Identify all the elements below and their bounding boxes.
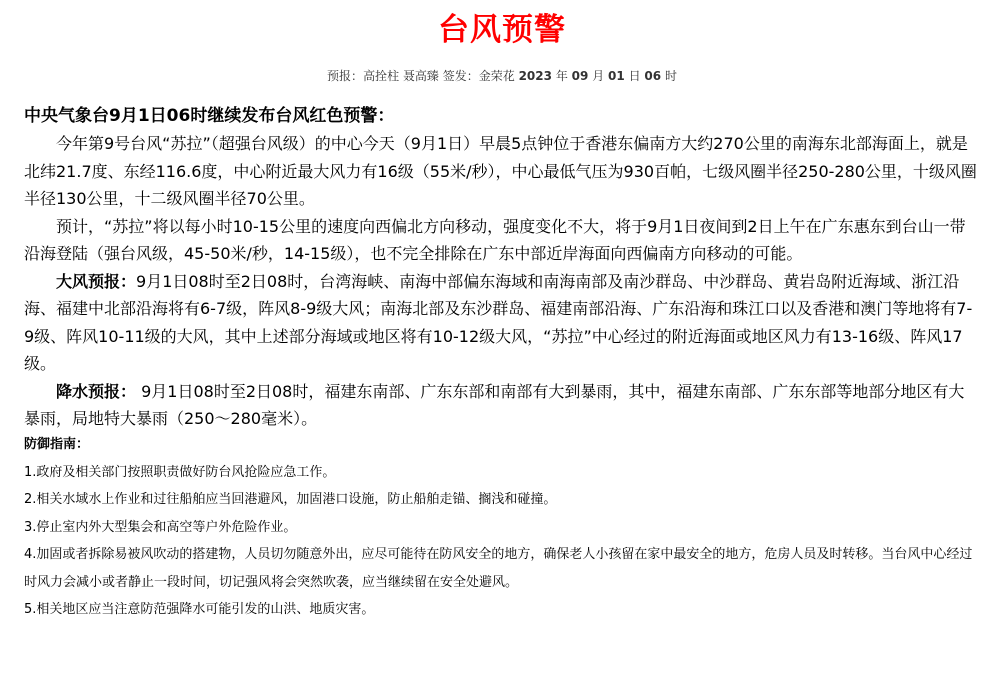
page-title: 台风预警	[438, 12, 566, 48]
defense-guide-item: 1.政府及相关部门按照职责做好防台风抢险应急工作。	[24, 464, 336, 480]
issuer-name: 金荣花	[478, 69, 515, 83]
defense-guide-item: 5.相关地区应当注意防范强降水可能引发的山洪、地质灾害。	[24, 602, 375, 617]
issue-hour: 06	[644, 69, 662, 83]
wind-forecast-paragraph	[24, 268, 980, 378]
defense-guide-list	[24, 459, 980, 624]
year-unit: 年	[555, 69, 568, 83]
defense-guide-item: 3.停止室内外大型集会和高空等户外危险作业。	[24, 519, 297, 535]
hour-unit: 时	[664, 69, 677, 83]
rain-forecast-paragraph	[24, 378, 980, 433]
issue-year: 2023	[518, 69, 552, 83]
forecaster-names: 高拴柱 聂高臻	[363, 69, 439, 83]
defense-guide-item: 4.加固或者拆除易被风吹动的搭建物，人员切勿随意外出，应尽可能待在防风安全的地方，确保老人小孩留在家中最安全的地方，危房人员及时转移。当台风中心经过时风力会减小或者静止一段时间，切记强风将会突然吹袭，应当继续留在安全处避风。	[24, 547, 973, 590]
day-unit: 日	[628, 69, 641, 83]
byline	[24, 68, 980, 84]
defense-guide-title: 防御指南：	[24, 436, 90, 452]
typhoon-forecast-paragraph: 预计，“苏拉”将以每小时10-15公里的速度向西偏北方向移动，强度变化不大，将于9月1日夜间到2日上午在广东惠东到台山一带沿海登陆（强台风级，45-50米/秒，14-15级），也不完全排除在广东中部近岸海面向西偏南方向移动的可能。	[24, 216, 966, 263]
issuer-label: 签发：	[442, 69, 479, 83]
rain-forecast-text: 9月1日08时至2日08时，福建东南部、广东东部和南部有大到暴雨，其中，福建东南部、广东东部等地部分地区有大暴雨，局地特大暴雨（250～280毫米）。	[24, 381, 965, 428]
wind-forecast-label: 大风预报：	[56, 271, 137, 291]
month-unit: 月	[592, 69, 605, 83]
rain-forecast-label: 降水预报：	[56, 381, 137, 401]
forecaster-label: 预报：	[327, 69, 364, 83]
issue-day: 01	[608, 69, 625, 83]
wind-forecast-text: 9月1日08时至2日08时，台湾海峡、南海中部偏东海域和南海南部及南沙群岛、中沙群岛、黄岩岛附近海域、浙江沿海、福建中北部沿海将有6-7级，阵风8-9级大风；南海北部及东沙群岛、福建南部沿海、广东沿海和珠江口以及香港和澳门等地将有7-9级、阵风10-11级的大风，其中上述部分海域或地区将有10-12级大风，“苏拉”中心经过的附近海面或地区风力有13-16级、阵风17级。	[24, 271, 973, 373]
defense-guide-item: 2.相关水域水上作业和过往船舶应当回港避风，加固港口设施，防止船舶走锚、搁浅和碰撞。	[24, 492, 557, 507]
issue-month: 09	[571, 69, 589, 83]
typhoon-position-paragraph: 今年第9号台风“苏拉”（超强台风级）的中心今天（9月1日）早晨5点钟位于香港东偏南方大约270公里的南海东北部海面上，就是北纬21.7度、东经116.6度，中心附近最大风力有16级（55米/秒），中心最低气压为930百帕，七级风圈半径250-280公里，十级风圈半径130公里，十二级风圈半径70公里。	[24, 134, 977, 208]
warning-headline: 中央气象台9月1日06时继续发布台风红色预警：	[24, 106, 395, 126]
